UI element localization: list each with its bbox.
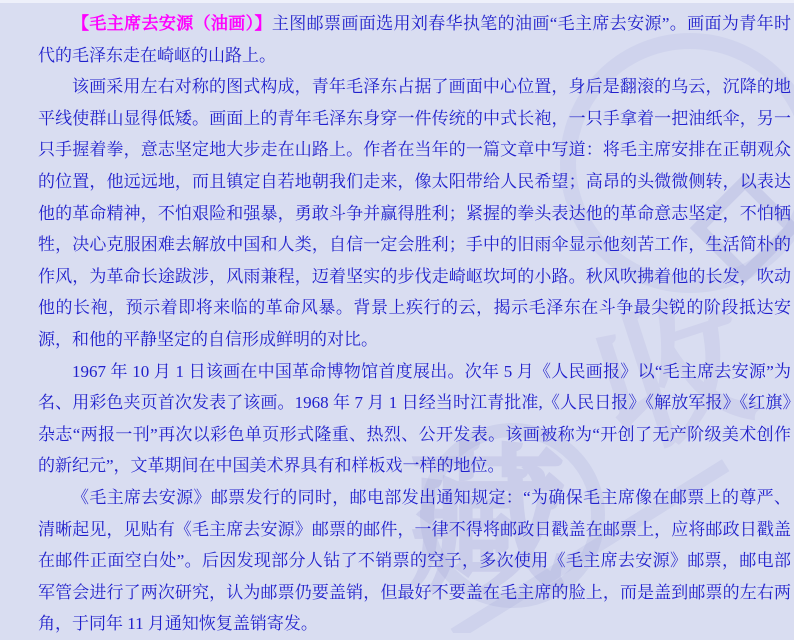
entry-intro-text: 主图邮票画面选用刘春华执笔的油画“毛主席去安源”。画面为青年时代的毛泽东走在崎岖的山路上。 <box>38 14 792 65</box>
entry-title: 【毛主席去安源（油画）】 <box>72 14 272 33</box>
watermark-seal-character: 藏 <box>408 434 569 612</box>
watermark-character: 收 <box>578 275 772 481</box>
paragraph-publication-history: 1967 年 10 月 1 日该画在中国革命博物馆首度展出。次年 5 月《人民画报》以“毛主席去安源”为名、用彩色夹页首次发表了该画。1968 年 7 月 1 日经当时江青批准,《人民日报》《解放军报》《红旗》杂志“两报一刊”再次以彩色单页形式隆重、热烈、公开发表。该画被称为“开创了无产阶级美术创作的新纪元”，文革期间在中国美术界具有和样板戏一样的地位。 <box>38 361 791 476</box>
paragraph-postmark-regulation: 《毛主席去安源》邮票发行的同时，邮电部发出通知规定：“为确保毛主席像在邮票上的尊严、清晰起见，见贴有《毛主席去安源》邮票的邮件，一律不得将邮政日戳盖在邮票上，应将邮政日戳盖在邮件正面空白处”。后因发现部分人钻了不销票的空子，多次使用《毛主席去安源》邮票，邮电部军管会进行了两次研究，认为邮票仍要盖销，但最好不要盖在毛主席的脸上，而是盖到邮票的左右两角，于同年 11 月通知恢复盖销寄发。 <box>38 487 791 634</box>
paragraph-intro <box>38 8 791 71</box>
article-content <box>0 3 794 640</box>
paragraph-painting-description: 该画采用左右对称的图式构成，青年毛泽东占据了画面中心位置，身后是翻滚的乌云，沉降的地平线使群山显得低矮。画面上的青年毛泽东身穿一件传统的中式长袍，一只手拿着一把油纸伞，另一只手握着拳，意志坚定地大步走在山路上。作者在当年的一篇文章中写道：将毛主席安排在正朝观众的位置，他远远地，而且镇定自若地朝我们走来，像太阳带给人民希望；高昂的头微微侧转，以表达他的革命精神，不怕艰险和强暴，勇敢斗争并赢得胜利；紧握的拳头表达他的革命意志坚定，不怕牺牲，决心克服困难去解放中国和人类，自信一定会胜利；手中的旧雨伞显示他刻苦工作，生活简朴的作风，为革命长途跋涉，风雨兼程，迈着坚实的步伐走崎岖坎坷的小路。秋风吹拂着他的长发，吹动他的长袍，预示着即将来临的革命风暴。背景上疾行的云，揭示毛泽东在斗争最尖锐的阶段抵达安源，和他的平静坚定的自信形成鲜明的对比。 <box>38 77 791 349</box>
